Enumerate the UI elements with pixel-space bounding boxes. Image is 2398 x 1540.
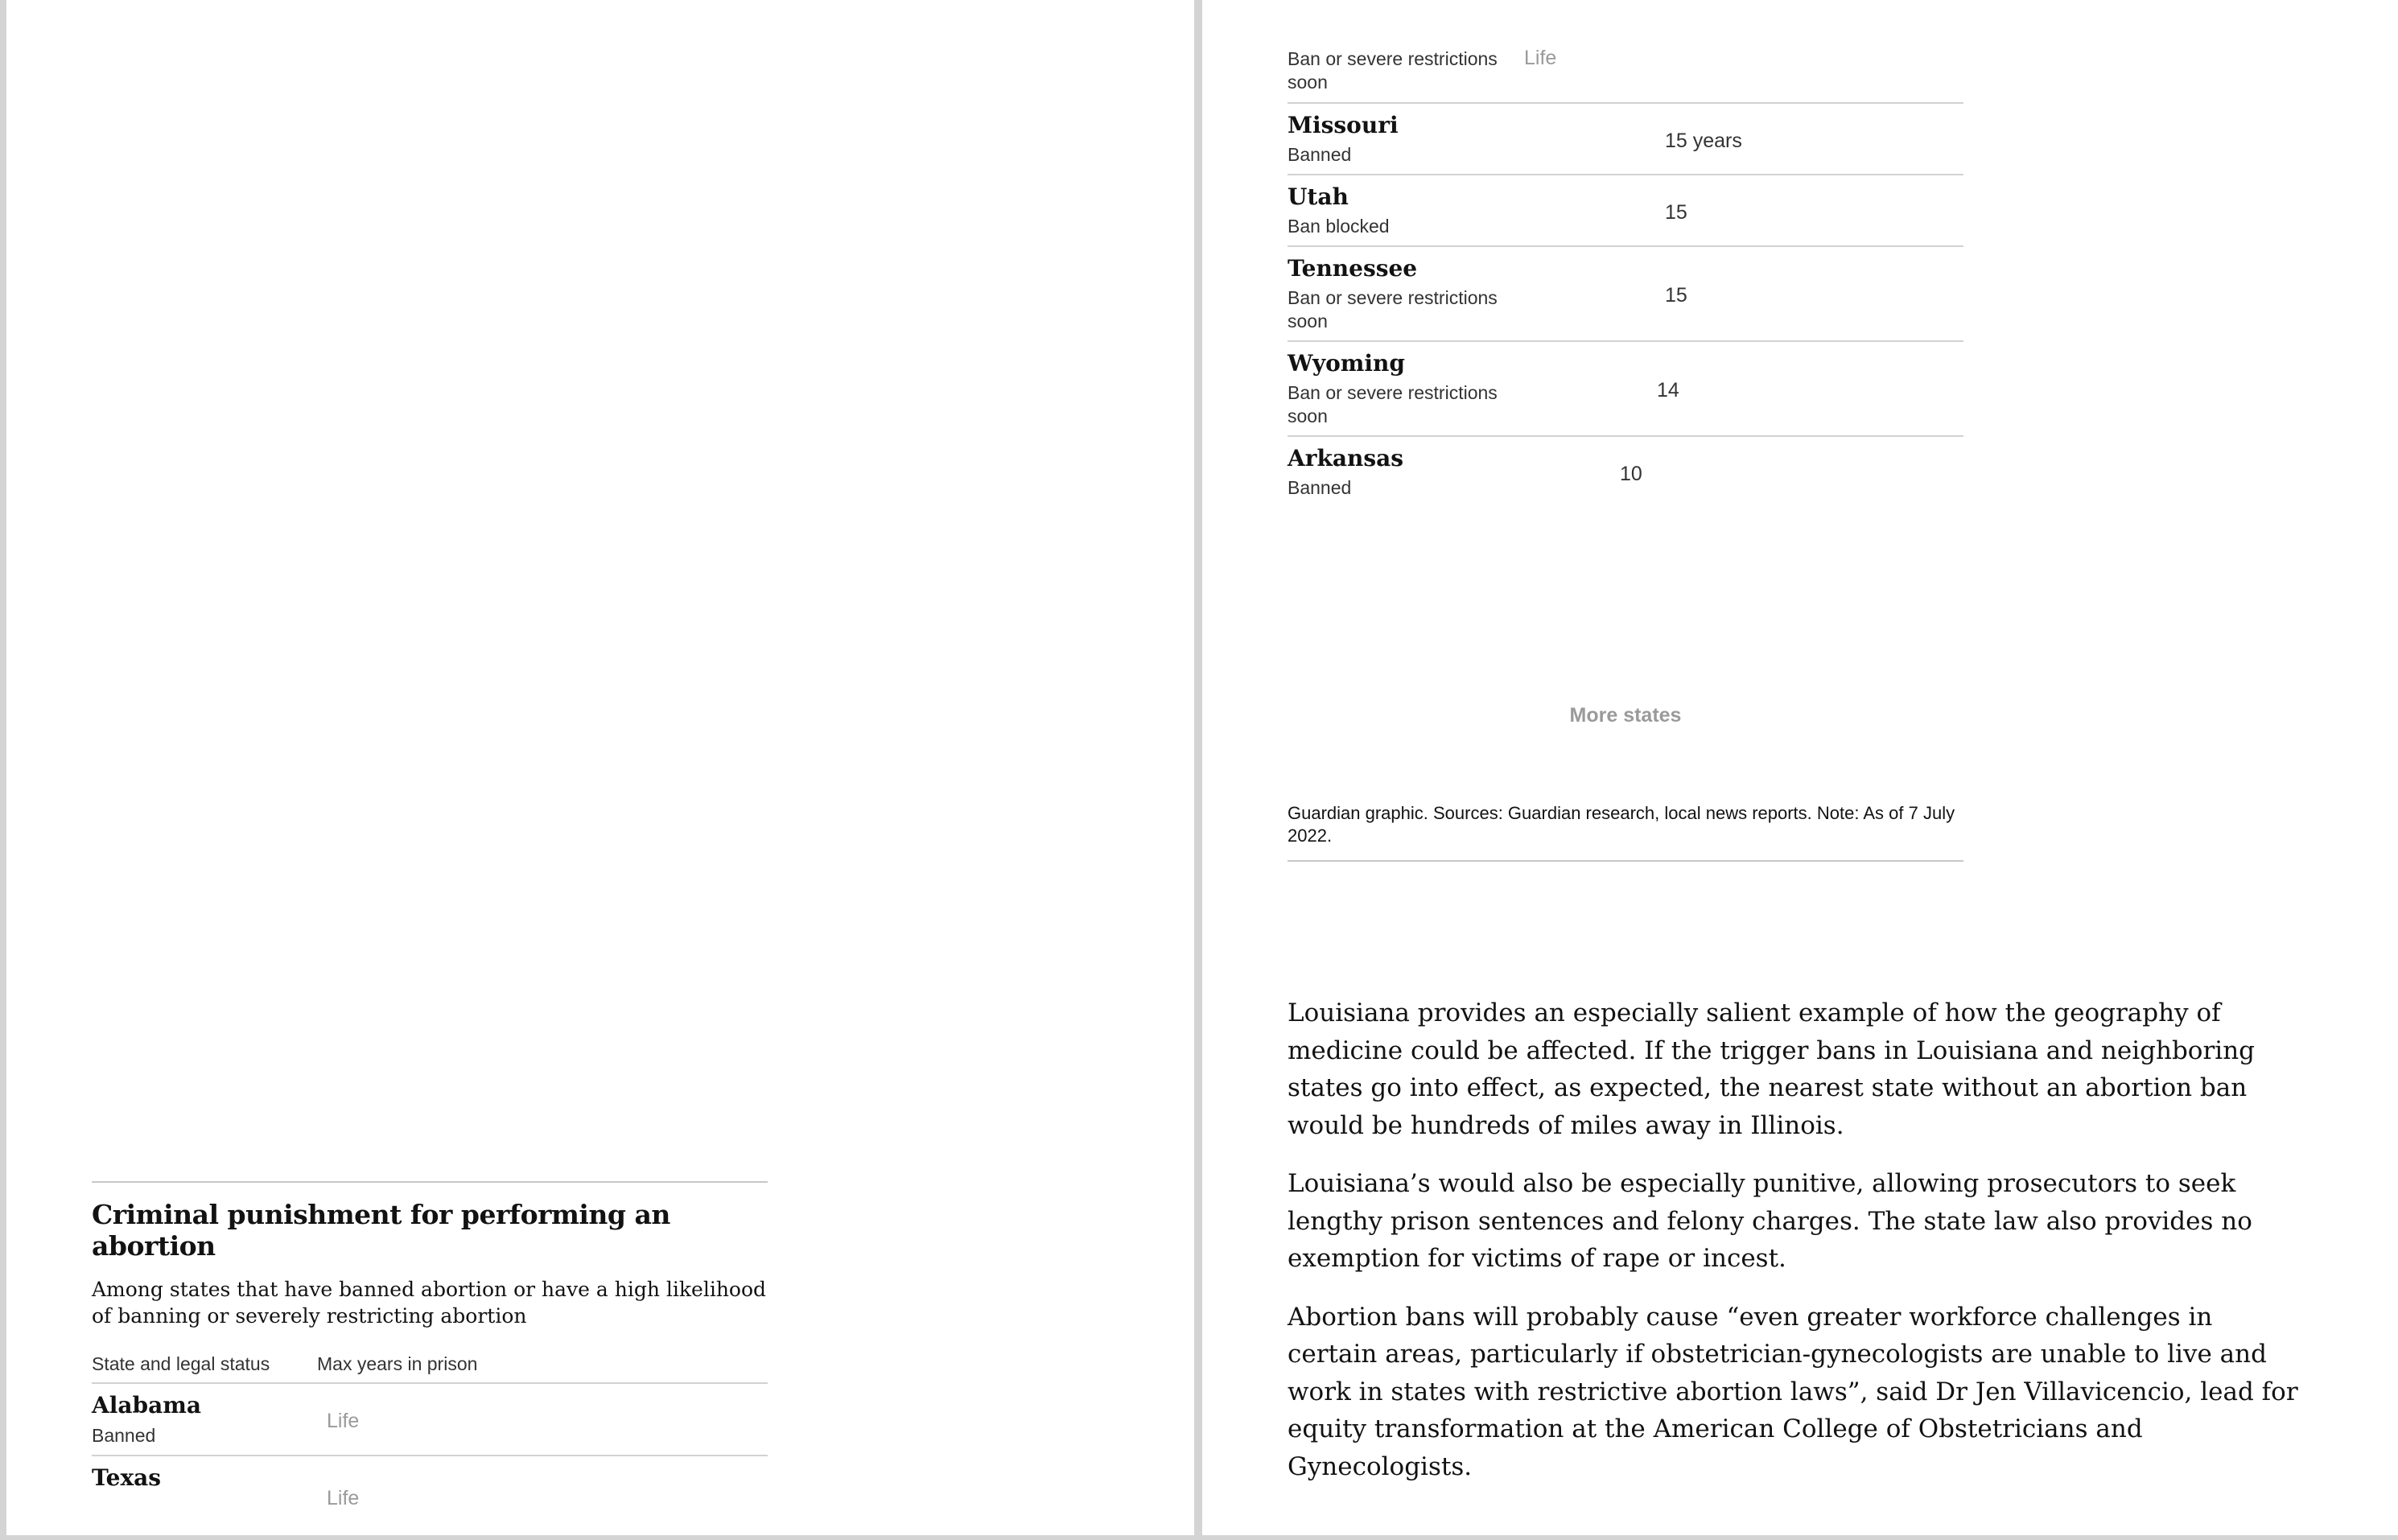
legal-status: Banned [92, 1425, 156, 1446]
table-row [92, 1384, 768, 1456]
article-paragraph: Louisiana’s would also be especially punitive, allowing prosecutors to seek lengthy prison sentences and felony charges. The state law also provides no exemption for victims of rape or incest. [1288, 1169, 2252, 1273]
legal-status: Ban blocked [1288, 216, 1390, 237]
graphic-source-note: Guardian graphic. Sources: Guardian research, local news reports. Note: As of 7 July 2022. [1288, 802, 1963, 862]
graphic-title: Criminal punishment for performing an abortion [92, 1199, 670, 1262]
table-header [92, 1353, 768, 1384]
legal-status: Banned [1288, 144, 1352, 165]
table-row [1288, 175, 1963, 247]
article-body [1288, 994, 2305, 1506]
article-paragraph: Abortion bans will probably cause “even greater workforce challenges in certain areas, particularly if obstetrician-gynecologists are unable to live and work in states with restrictive abortion laws”, said Dr Jen Villavicencio, lead for equity transformation at the American College of Obstetricians and Gynecologists. [1288, 1302, 2298, 1481]
max-years: Life [327, 1410, 360, 1432]
punishment-graphic [92, 1181, 768, 1509]
article-paragraph: Louisiana provides an especially salient example of how the geography of medicine could be affected. If the trigger bans in Louisiana and neighboring states go into effect, as expected, the nearest state without an abortion ban would be hundreds of miles away in Illinois. [1288, 999, 2256, 1140]
state-name: Missouri [1288, 112, 1399, 138]
table-row [92, 1456, 768, 1529]
table-row [1288, 342, 1963, 437]
legal-status: Ban or severe restrictions soon [1288, 48, 1498, 93]
column-header-years: Max years in prison [317, 1353, 478, 1374]
column-header-state: State and legal status [92, 1353, 270, 1374]
punishment-graphic-continued [1288, 0, 1963, 498]
more-states-button[interactable]: More states [1569, 704, 1682, 727]
state-name: Wyoming [1288, 350, 1405, 377]
max-years: 15 years [1665, 130, 1742, 152]
max-years: 10 [1620, 463, 1642, 485]
state-name: Utah [1288, 183, 1349, 210]
graphic-subtitle: Among states that have banned abortion or have a high likelihood of banning or severely restricting abortion [92, 1278, 767, 1328]
table-row [1288, 104, 1963, 175]
state-name: Arkansas [1288, 445, 1404, 471]
state-name: Tennessee [1288, 255, 1418, 282]
right-page [1202, 0, 2398, 1535]
legal-status: Banned [1288, 477, 1352, 498]
max-years: Life [327, 1487, 360, 1509]
table-row [1288, 247, 1963, 342]
state-name: Alabama [92, 1392, 201, 1419]
state-name: Texas [92, 1464, 162, 1491]
graphic-top-rule [92, 1181, 768, 1183]
legal-status: Ban or severe restrictions soon [1288, 382, 1498, 426]
table-row [1288, 0, 1963, 104]
max-years: 15 [1665, 201, 1687, 224]
max-years: 14 [1657, 379, 1679, 401]
table-row [1288, 437, 1963, 509]
legal-status: Ban or severe restrictions soon [1288, 287, 1498, 331]
max-years: Life [1524, 47, 1557, 69]
max-years: 15 [1665, 284, 1687, 307]
left-page [6, 0, 1194, 1535]
